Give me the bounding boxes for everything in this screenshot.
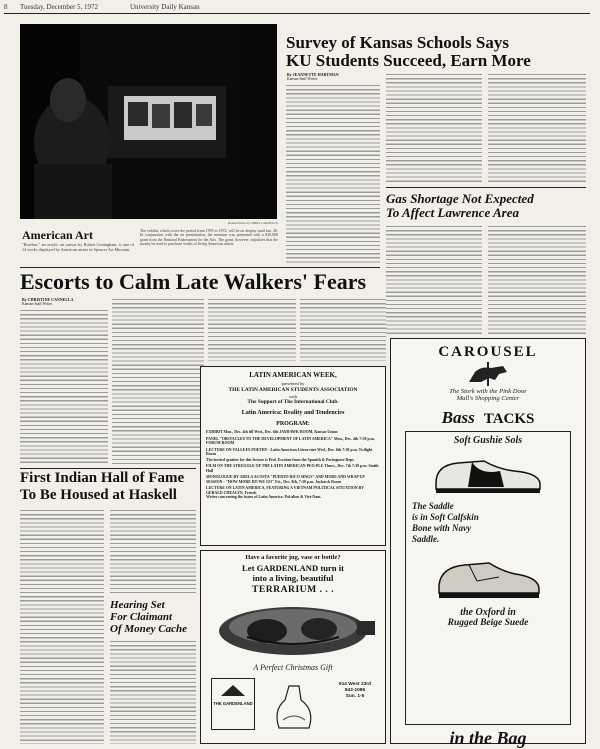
gas-headline-1: Gas Shortage Not Expected: [386, 191, 534, 206]
survey-byline: By JEANNETTE HARTMAN: [287, 72, 339, 77]
issue-date: Tuesday, December 5, 1972: [20, 3, 99, 11]
bass-tacks-heading: [397, 408, 579, 427]
garden-ad-address-block: [331, 682, 379, 700]
hall-headline-2: To Be Housed at Haskell: [20, 487, 177, 503]
art-photo: [20, 24, 277, 219]
latin-ad-item: LECTURE ON VALLEJO POETRY - Latin American Litera-ture Wed., Dec. 6th 7:30 p.m. Twilight Room: [206, 447, 373, 457]
latin-ad-line4: with: [288, 394, 297, 400]
garden-ad-footer: [207, 678, 379, 734]
escorts-body-col2: [112, 297, 204, 465]
shoe1-caption-2: is in Soft Calfskin: [412, 512, 479, 522]
escorts-byline-title: Kansan Staff Writer: [22, 302, 53, 306]
carousel-name: CAROUSEL: [438, 344, 538, 360]
latin-ad-item: LECTURE ON LATIN AMERICA, FEATURING A VIETNAM POLITICAL SITUATION BY GERALD CHEALYN, French: [206, 486, 364, 495]
photo-caption-right: The exhibit, which cover the period from 1959 to 1972, will be on display until Jan. 28. In conjunction with the art presentation, the museum was presented with a $10,000 grant from the National Endowment for the Arts. The grant, however, stipulates that the money be used to purchase works of living American artists.: [140, 229, 278, 247]
garden-logo-icon: [219, 682, 247, 698]
escorts-body-col1: [20, 308, 108, 466]
hall-body-col2: [110, 508, 196, 594]
paper-name: University Daily Kansan: [130, 3, 200, 11]
art-photo-image: [20, 24, 277, 219]
garden-ad-address: 914 West 23rd: [338, 682, 372, 688]
garden-ad-hours: Sun. 1-5: [345, 694, 365, 700]
gas-headline-2: To Affect Lawrence Area: [386, 205, 519, 220]
latin-ad-item: The invited speaker for this lecture is Prof. Escobar from the Spanish & Portuguese Dept.: [206, 457, 355, 462]
escorts-headline: Escorts to Calm Late Walkers' Fears: [20, 269, 367, 294]
latin-ad-line2: presented by: [281, 381, 305, 386]
latin-ad-line5: The Support of The International Club.: [247, 399, 339, 406]
gas-rule: [386, 187, 586, 188]
photo-caption-left: "Bowbac," an acrylic on canvas by Robert Cottingham, is one of 14 works displayed by American artists in Spencer Art Museum.: [22, 243, 134, 252]
garden-ad-line4: TERRARIUM . . .: [251, 583, 335, 595]
latin-ad-program-label: PROGRAM:: [276, 421, 310, 428]
carousel-tagline-2: Mall's Shopping Center: [456, 395, 520, 402]
latin-ad-item: FILM ON THE STRUGGLE OF THE LATIN AMERICAN PEO-PLE Thurs., Dec. 7th 7:30 p.m. Smith Hall: [206, 464, 379, 473]
latin-ad-item: PANEL "OBSTACLES TO THE DEVELOPMENT OF LATIN AMERICA" Mon., Dec. 4th 7:30 p.m. FORUM ROOM: [206, 436, 375, 446]
latin-ad-theme: Latin America: Reality and Tendencies: [241, 408, 345, 416]
masthead-rule: [4, 13, 590, 14]
hall-headline-1: First Indian Hall of Fame: [20, 470, 185, 486]
carousel-tagline-1: The Stork with the Pink Door: [449, 388, 527, 395]
bass-inner-frame: [405, 431, 571, 725]
shoe2-caption-1: the Oxford in: [460, 607, 516, 618]
page-number: 8: [4, 3, 8, 11]
garden-ad-line1: Have a favorite jug, vase or bottle?: [245, 554, 341, 561]
latin-ad-item: EXHIBIT Mon., Dec. 4th till Wed., Dec. 6th JAYHAWK ROOM, Kansas Union: [206, 430, 338, 435]
garden-ad-phone: 842-1086: [344, 688, 366, 694]
survey-body-col1: [286, 83, 380, 265]
hearing-body: [110, 639, 196, 744]
carousel-ad: [390, 338, 586, 748]
gardenland-ad: [200, 550, 386, 744]
shoe1-caption-3: Bone with Navy: [412, 523, 472, 533]
latin-ad-program-list: [206, 430, 380, 500]
escorts-top-rule: [20, 267, 380, 268]
latin-week-ad: [200, 366, 386, 546]
survey-headline-1: Survey of Kansas Schools Says: [286, 33, 509, 52]
in-the-bag: in the Bag: [449, 728, 527, 748]
oxford-shoe-icon: [429, 553, 547, 601]
hearing-headline-1: Hearing Set: [110, 599, 165, 611]
latin-ad-item: Writer concerning the issues of Latin America. Pal-aline & Viet-Nam.: [206, 495, 322, 500]
bass-word: Bass: [441, 408, 475, 427]
photo-title: American Art: [22, 228, 93, 242]
survey-headline-2: KU Students Succeed, Earn More: [286, 51, 531, 70]
shoe1-caption-4: Saddle.: [412, 534, 440, 544]
shoe1-caption: [412, 501, 564, 545]
shoe2-caption: [412, 607, 564, 628]
escorts-byline: By CHRISTINE CANNELLA: [22, 297, 74, 302]
hall-body-col1: [20, 508, 104, 744]
survey-body-col3: [488, 72, 586, 182]
garden-ad-logo: [211, 678, 255, 730]
garden-ad-line5: A Perfect Christmas Gift: [253, 663, 333, 673]
saddle-shoe-icon: [428, 449, 548, 495]
hall-rule: [20, 468, 196, 469]
tacks-word: TACKS: [483, 411, 535, 427]
terrarium-illustration: [207, 597, 379, 661]
latin-ad-item: MONOLOGUE BY ADELA ACOSTA "PUERTO RICO SINGS" AND MORE AND WRAP UP SESSION - "HOW MORE DO WE GO" Fri., Dec. 8th, 7:30 p.m. Jayhawk Room: [206, 475, 365, 484]
bottle-sketch-icon: [267, 680, 323, 730]
carousel-horse-icon: [463, 362, 513, 386]
shoe2-caption-2: Rugged Beige Suede: [447, 618, 529, 628]
survey-byline-title: Kansan Staff Writer: [287, 77, 318, 81]
escorts-body-col3: [208, 297, 296, 361]
hearing-headline-2: For Claimant: [110, 611, 173, 623]
shoe1-caption-1: The Saddle: [412, 501, 454, 511]
gas-body-col2: [488, 224, 586, 334]
escorts-body-col4: [300, 297, 386, 361]
hearing-headline-3: Of Money Cache: [110, 623, 187, 635]
photo-credit: Kansan Photo by CHRIS CARNELLA: [228, 221, 278, 225]
latin-ad-line1: LATIN AMERICAN WEEK,: [249, 371, 337, 379]
garden-ad-store: THE GARDENLAND: [213, 701, 253, 707]
gas-body-col1: [386, 224, 482, 334]
garden-ad-line3: into a living, beautiful: [252, 573, 334, 583]
latin-ad-line3: THE LATIN AMERICAN STUDENTS ASSOCIATION: [228, 387, 358, 393]
garden-ad-line2: Let GARDENLAND turn it: [242, 563, 344, 574]
survey-body-col2: [386, 72, 482, 182]
shoe1-heading: Soft Gushie Sols: [453, 435, 523, 446]
